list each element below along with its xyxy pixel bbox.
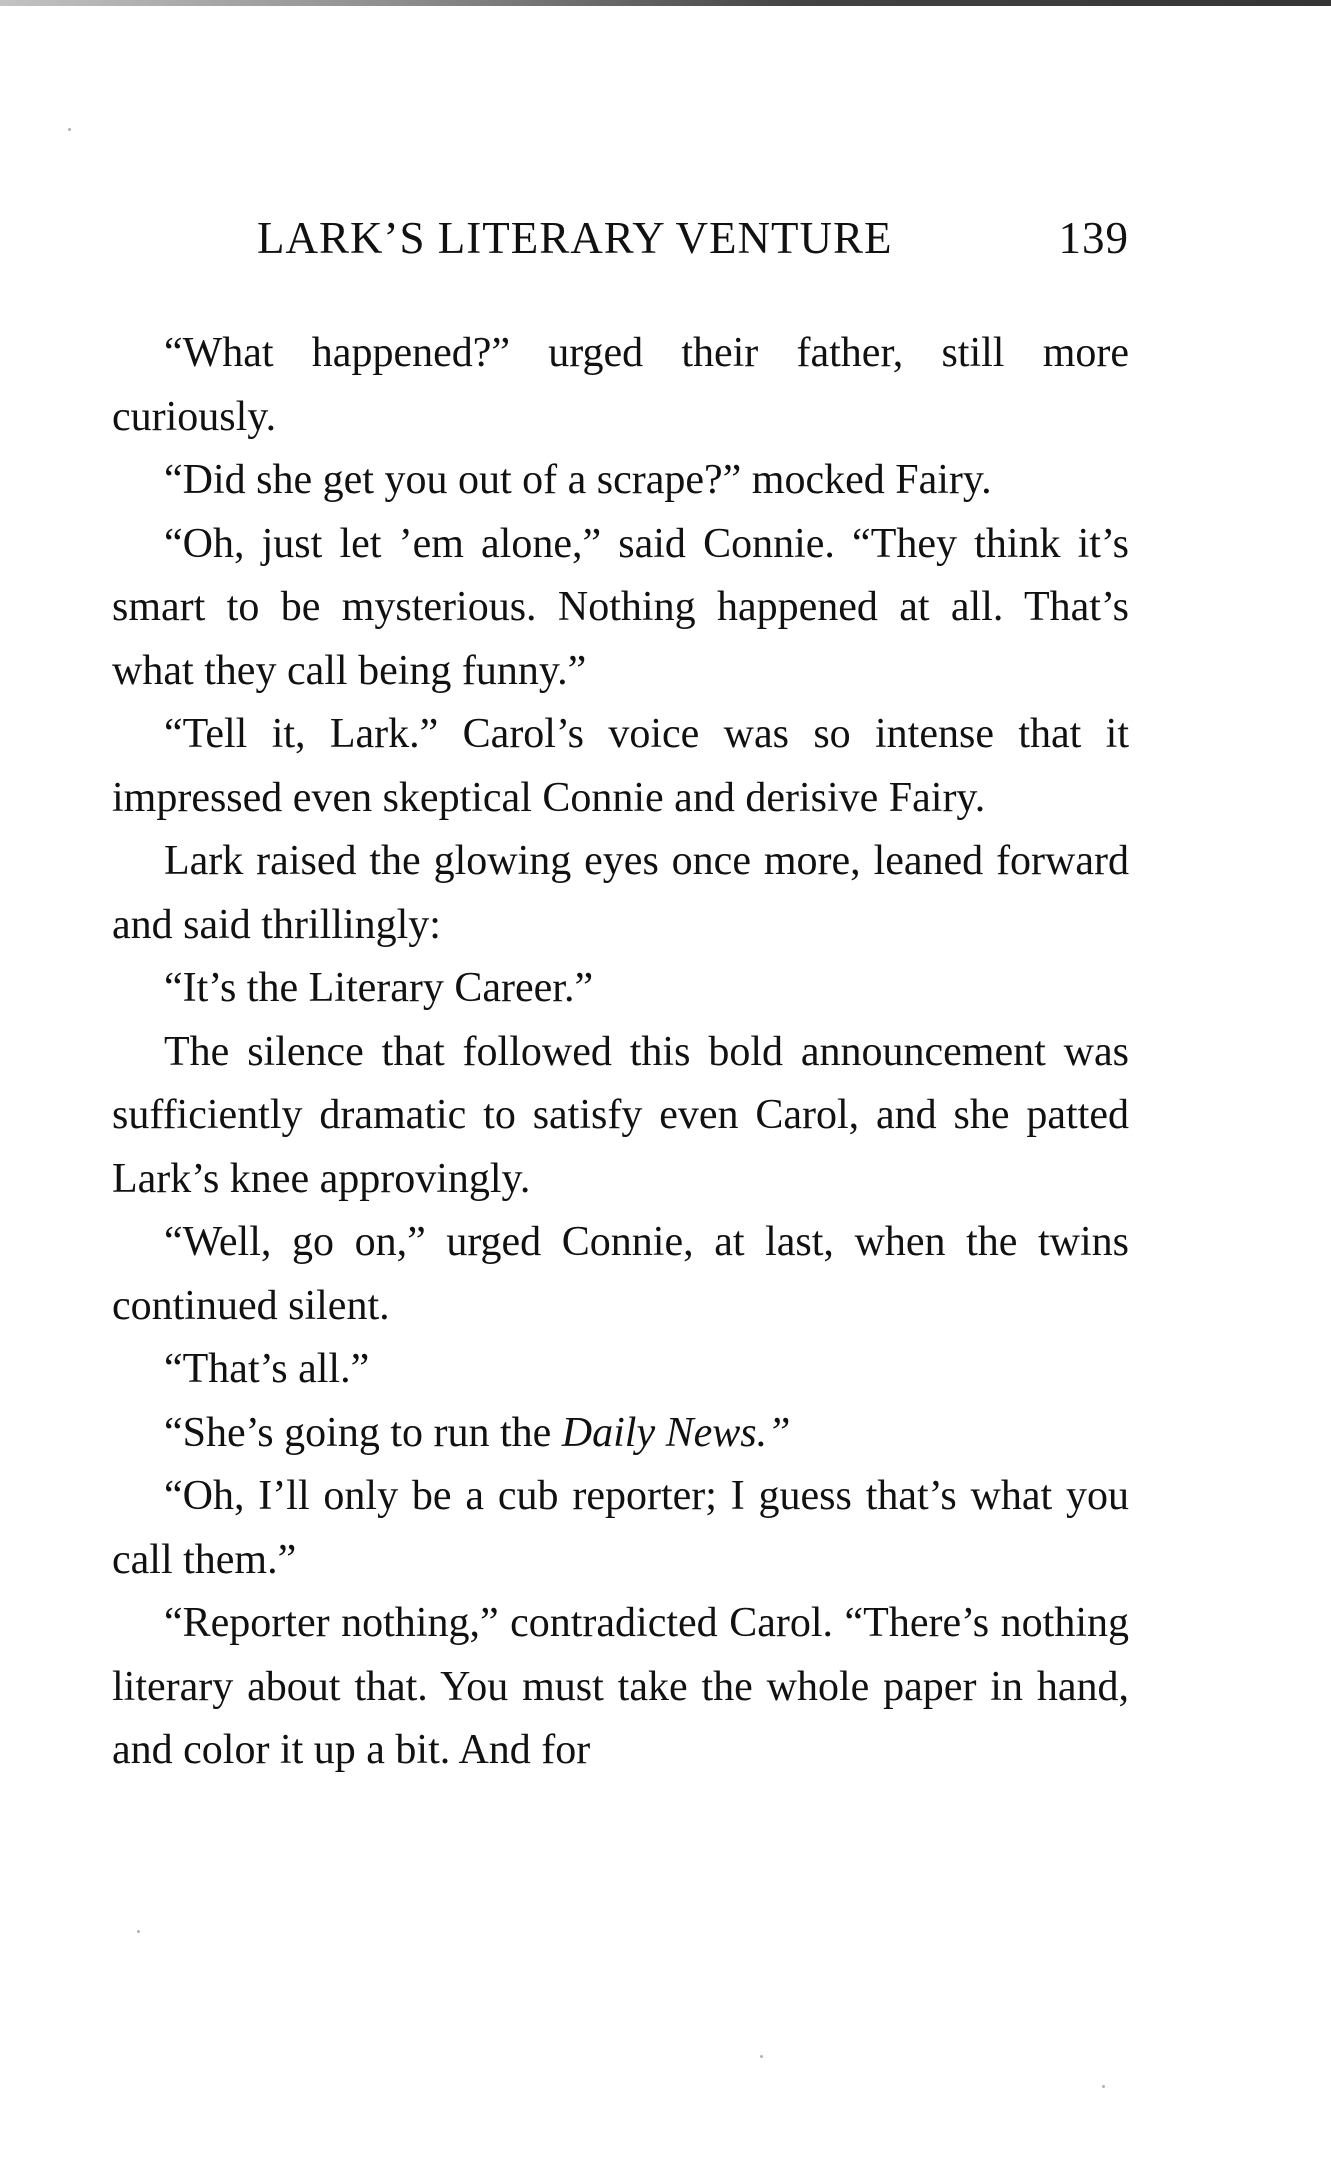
paragraph: “Oh, I’ll only be a cub reporter; I guess that’s what you call them.” — [112, 1473, 1129, 1583]
paragraph-text: “She’s going to run the — [164, 1409, 562, 1456]
paper-speck — [68, 128, 71, 131]
paper-speck — [1102, 2085, 1105, 2088]
running-head — [257, 208, 1129, 268]
paper-speck — [760, 2055, 763, 2058]
newspaper-title: Daily News.” — [561, 1409, 791, 1456]
paragraph: “Reporter nothing,” contradicted Carol. “There’s nothing literary about that. You must take the whole paper in hand, and color it up a bit. And for — [112, 1600, 1129, 1773]
paper-speck — [137, 1930, 140, 1933]
paragraph: “Oh, just let ’em alone,” said Connie. “They think it’s smart to be mysterious. Nothing happened at all. That’s what they call being funny.” — [112, 520, 1129, 694]
paragraph: “What happened?” urged their father, still more curiously. — [112, 330, 1129, 440]
running-title: LARK’S LITERARY VENTURE — [257, 213, 893, 263]
page-top-edge — [0, 0, 1331, 6]
paragraph: “That’s all.” — [164, 1346, 370, 1392]
page-number: 139 — [1058, 213, 1129, 263]
body-text — [112, 322, 1129, 1783]
paragraph: Lark raised the glowing eyes once more, leaned forward and said thrillingly: — [112, 838, 1129, 948]
paragraph: “It’s the Literary Career.” — [164, 965, 594, 1011]
paragraph: “Did she get you out of a scrape?” mocked Fairy. — [164, 457, 992, 503]
paragraph: “Well, go on,” urged Connie, at last, when the twins continued silent. — [112, 1219, 1129, 1329]
paragraph: The silence that followed this bold announcement was sufficiently dramatic to satisfy even Carol, and she patted Lark’s knee approvingly. — [112, 1028, 1129, 1202]
paragraph: “Tell it, Lark.” Carol’s voice was so intense that it impressed even skeptical Connie and derisive Fairy. — [112, 711, 1129, 821]
paragraph — [112, 1402, 1129, 1466]
